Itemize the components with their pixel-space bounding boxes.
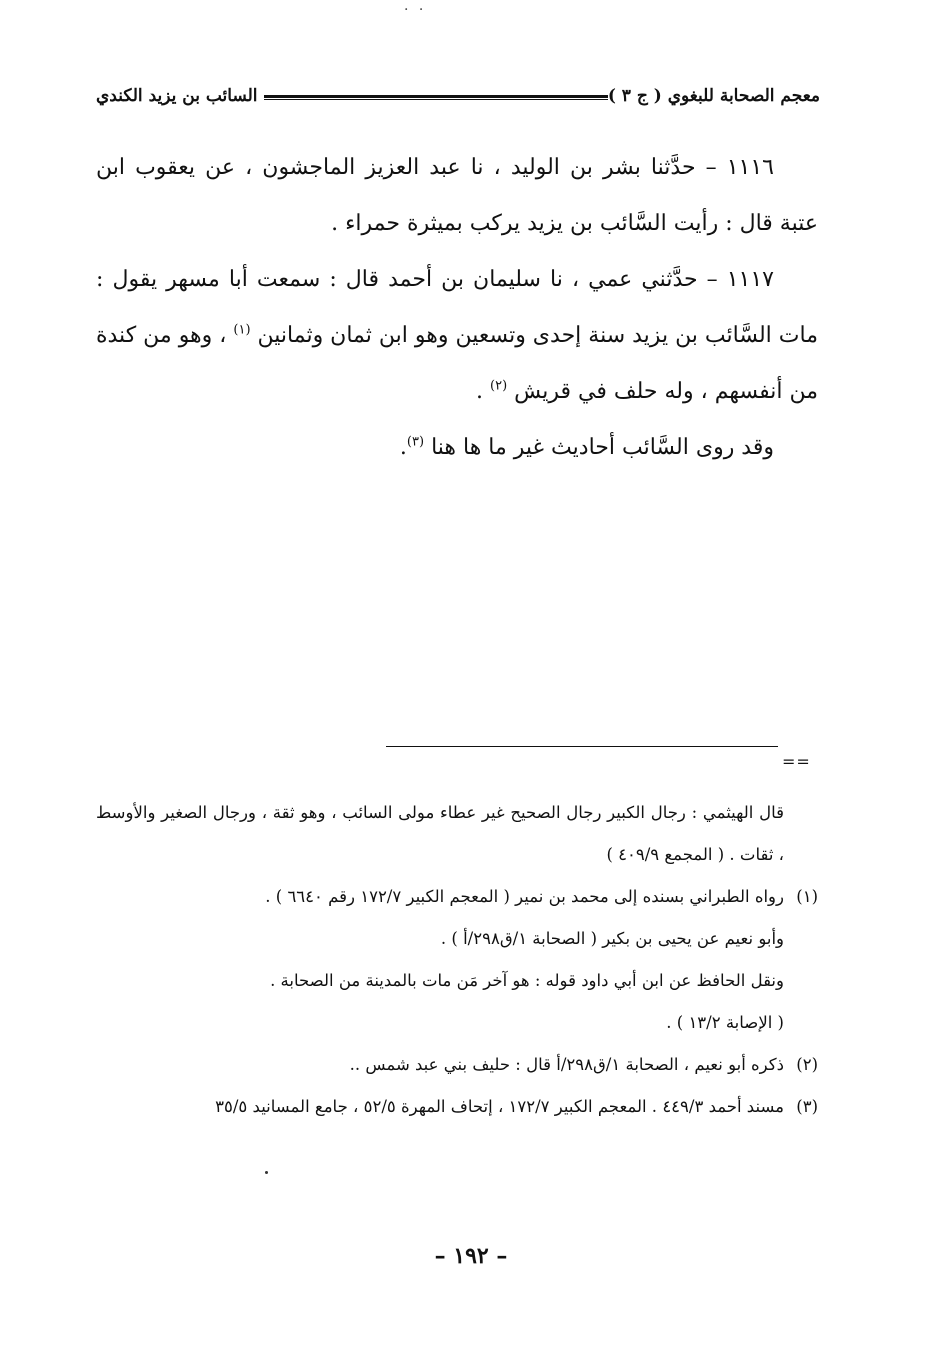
footnote-separator: [386, 746, 778, 747]
footnote-2-number: (٢): [796, 1055, 818, 1074]
footnotes: [96, 792, 818, 1128]
footnote-continuation: قال الهيثمي : رجال الكبير رجال الصحيح غير عطاء مولى السائب ، وهو ثقة ، ورجال الصغير والأوسط ، ثقات . ( المجمع ٤٠٩/٩ ): [96, 803, 784, 864]
closing-remark-text: وقد روى السَّائب أحاديث غير ما ها هنا: [431, 435, 774, 460]
entry-name: السائب بن يزيد الكندي: [96, 86, 258, 106]
footnote-ref-2: (٢): [490, 378, 508, 394]
hadith-1117-text: ١١١٧ – حدَّثني عمي ، نا سليمان بن أحمد قال : سمعت أبا مسهر يقول : مات السَّائب بن يزيد سنة إحدى وتسعين وهو ابن ثمان وثمانين: [96, 267, 818, 348]
footnote-ref-1: (١): [233, 322, 251, 338]
main-text: [96, 140, 818, 476]
footnote-2: [96, 1044, 818, 1086]
footnote-1: [96, 876, 818, 1044]
header-rule: [264, 95, 608, 100]
footnote-3: [96, 1086, 818, 1128]
hadith-1117-continuation: ، وهو من كندة من أنفسهم ، وله حلف في قريش: [95, 323, 818, 404]
book-title: معجم الصحابة للبغوي ( ج ٣ ): [607, 86, 820, 106]
top-mark: · ·: [404, 2, 427, 18]
footnote-1-line: رواه الطبراني بسنده إلى محمد بن نمير ( المعجم الكبير ١٧٢/٧ رقم ٦٦٤٠ ) .: [265, 887, 784, 906]
footnote-ref-3: (٣): [406, 434, 425, 450]
page-number: – ١٩٢ –: [434, 1243, 508, 1269]
hadith-1116: ١١١٦ – حدَّثنا بشر بن الوليد ، نا عبد العزيز الماجشون ، عن يعقوب ابن عتبة قال : رأيت السَّائب بن يزيد يركب بميثرة حمراء .: [96, 155, 818, 236]
running-header: [96, 84, 820, 112]
footnote-2-text: ذكره أبو نعيم ، الصحابة ١/ق٢٩٨/أ قال : حليف بني عبد شمس ..: [349, 1055, 784, 1074]
footnote-3-text: مسند أحمد ٤٤٩/٣ . المعجم الكبير ١٧٢/٧ ، إتحاف المهرة ٥٢/٥ ، جامع المسانيد ٣٥/٥: [215, 1097, 784, 1116]
footnote-3-number: (٣): [796, 1097, 818, 1116]
footnote-1-number: (١): [796, 887, 818, 906]
ink-speck: [265, 1171, 268, 1174]
footnote-1-line: ونقل الحافظ عن ابن أبي داود قوله : هو آخر مَن مات بالمدينة من الصحابة .: [270, 971, 784, 990]
footnote-1-line: ( الإصابة ١٣/٢ ) .: [666, 1013, 784, 1032]
hadith-1117: ١١١٧ – حدَّثني عمي ، نا سليمان بن أحمد قال : سمعت أبا مسهر يقول : مات السَّائب بن يزيد سنة إحدى وتسعين وهو ابن ثمان وثمانين $^{(١)}$ ، وهو من كندة من أنفسهم ، وله حلف في قريش $^{(٢)}$ .: [95, 267, 818, 404]
separator-mark: ==: [782, 752, 811, 771]
closing-remark: وقد روى السَّائب أحاديث غير ما ها هنا $^{(٣)}$.: [399, 434, 774, 460]
footnote-1-line: وأبو نعيم عن يحيى بن بكير ( الصحابة ١/ق٢٩٨/أ ) .: [440, 929, 784, 948]
